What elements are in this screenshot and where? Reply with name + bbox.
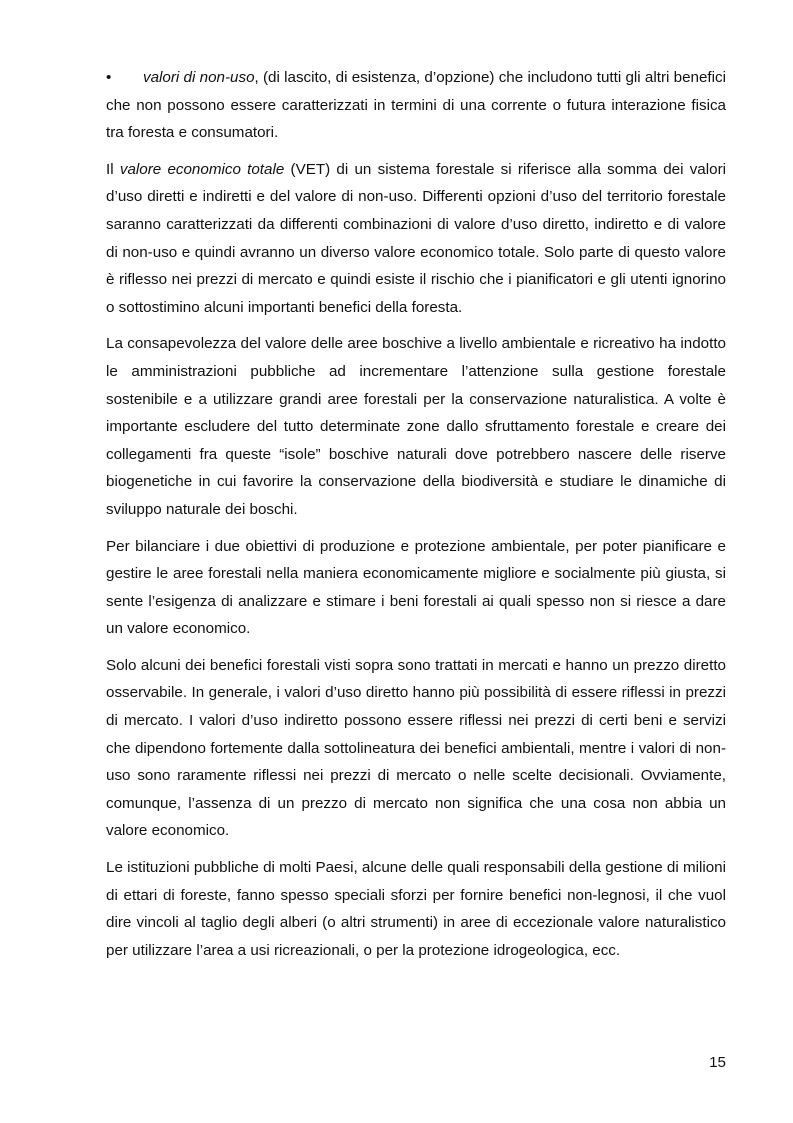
paragraph-istituzioni: Le istituzioni pubbliche di molti Paesi, alcune delle quali responsabili della gestione di milioni di ettari di foreste, fanno spesso speciali sforzi per fornire benefici non-legnosi, il che vuol dire vincoli al taglio degli alberi (o altri strumenti) in aree di eccezionale valore naturalistico per utilizzare l’area a usi ricreazionali, o per la protezione idrogeologica, ecc. <box>106 859 726 959</box>
paragraph-vet-prefix: Il <box>106 160 120 178</box>
term-valori-non-uso: valori di non-uso <box>143 69 255 86</box>
bullet-symbol: • <box>106 69 112 86</box>
bullet-text: , (di lascito, di esistenza, d’opzione) che includono tutti gli altri benefici che non possono essere caratterizzati in termini di una corrente o futura interazione fisica tra foresta e consumatori. <box>106 69 726 142</box>
document-page <box>106 64 726 973</box>
paragraph-bilanciare: Per bilanciare i due obiettivi di produzione e protezione ambientale, per poter pianificare e gestire le aree forestali nella maniera economicamente migliore e socialmente più giusta, si sente l’esigenza di analizzare e stimare i beni forestali ai quali spesso non si riesce a dare un valore economico. <box>106 537 726 638</box>
page-number: 15 <box>709 1054 726 1071</box>
paragraph-vet <box>106 156 726 322</box>
paragraph-consapevolezza: La consapevolezza del valore delle aree boschive a livello ambientale e ricreativo ha indotto le amministrazioni pubbliche ad incrementare l’attenzione sulla gestione forestale sostenibile e a utilizzare grandi aree forestali per la conservazione naturalistica. A volte è importante escludere del tutto determinate zone dallo sfruttamento forestale e creare dei collegamenti fra queste “isole” boschive naturali dove potrebbero nascere delle riserve biogenetiche in cui favorire la conservazione della biodiversità e studiare le dinamiche di sviluppo naturale dei boschi. <box>106 335 726 518</box>
term-valore-economico-totale: valore economico totale <box>119 160 285 178</box>
bullet-list-item <box>106 64 726 147</box>
paragraph-benefici-mercati: Solo alcuni dei benefici forestali visti sopra sono trattati in mercati e hanno un prezzo diretto osservabile. In generale, i valori d’uso diretto hanno più possibilità di essere riflessi in prezzi di mercato. I valori d’uso indiretto possono essere riflessi nei prezzi di certi beni e servizi che dipendono fortemente dalla sottolineatura dei benefici ambientali, mentre i valori di non-uso sono raramente riflessi nei prezzi di mercato o nelle scelte decisionali. Ovviamente, comunque, l’assenza di un prezzo di mercato non significa che una cosa non abbia un valore economico. <box>106 656 726 840</box>
paragraph-vet-text: (VET) di un sistema forestale si riferisce alla somma dei valori d’uso diretti e indiretti e del valore di non-uso. Differenti opzioni d’uso del territorio forestale saranno caratterizzati da differenti combinazioni di valore d’uso diretto, indiretto e di valore di non-uso e quindi avranno un diverso valore economico totale. Solo parte di questo valore è riflesso nei prezzi di mercato e quindi esiste il rischio che i pianificatori e gli utenti ignorino o sottostimino alcuni importanti benefici della foresta. <box>106 160 726 316</box>
